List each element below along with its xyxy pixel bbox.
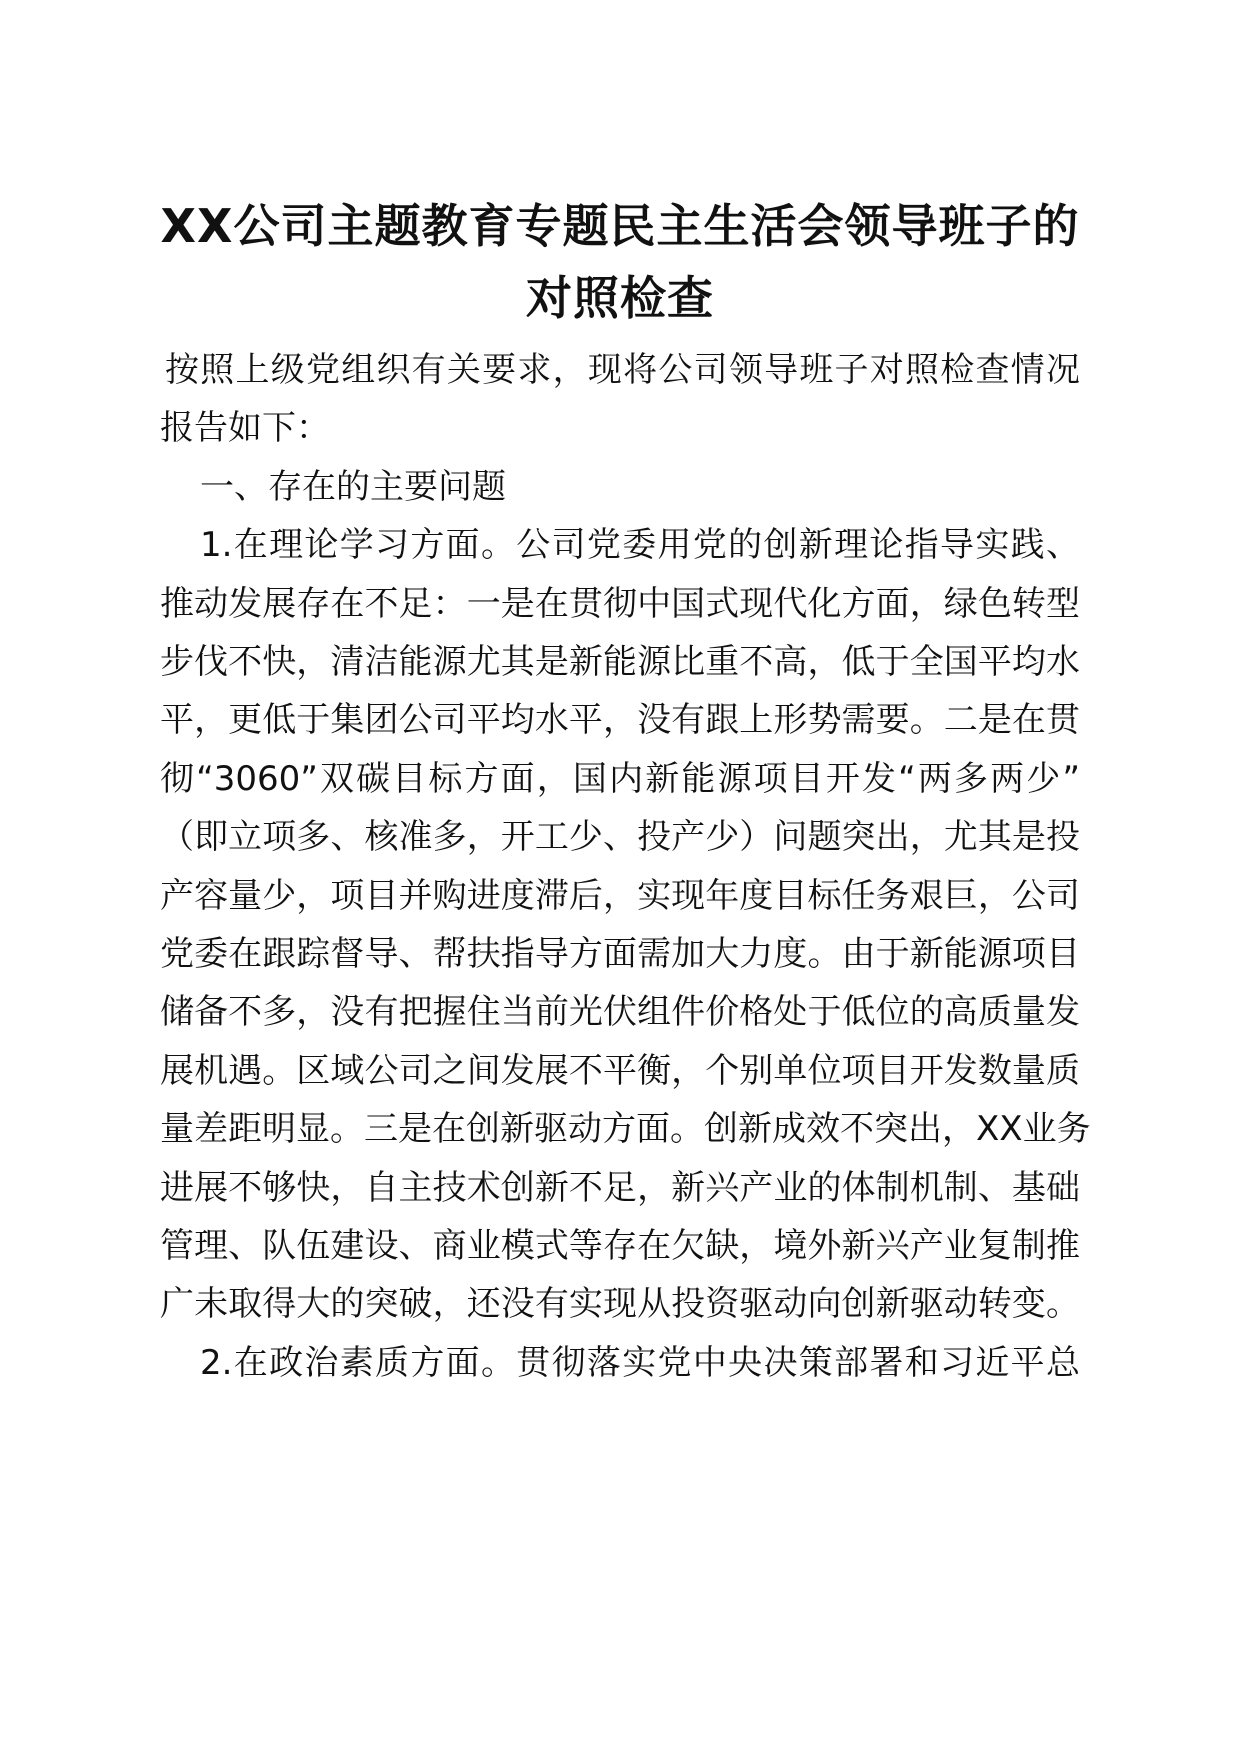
body-line: 推动发展存在不足：一是在贯彻中国式现代化方面，绿色转型 bbox=[160, 584, 1080, 624]
body-line: （即立项多、核准多，开工少、投产少）问题突出，尤其是投 bbox=[160, 817, 1080, 857]
body-line: 量差距明显。三是在创新驱动方面。创新成效不突出，XX业务 bbox=[160, 1109, 1091, 1149]
body-line: 步伐不快，清洁能源尤其是新能源比重不高，低于全国平均水 bbox=[160, 642, 1080, 682]
body-line: 平，更低于集团公司平均水平，没有跟上形势需要。二是在贯 bbox=[160, 700, 1080, 740]
document-title-line-2: 对照检查 bbox=[526, 271, 714, 325]
body-line: 进展不够快，自主技术创新不足，新兴产业的体制机制、基础 bbox=[160, 1168, 1080, 1208]
body-line: 彻“3060”双碳目标方面，国内新能源项目开发“两多两少” bbox=[160, 759, 1080, 799]
body-line: 1.在理论学习方面。公司党委用党的创新理论指导实践、 bbox=[200, 525, 1080, 565]
section-heading: 一、存在的主要问题 bbox=[200, 467, 506, 507]
body-line: 广未取得大的突破，还没有实现从投资驱动向创新驱动转变。 bbox=[160, 1284, 1080, 1324]
body-line: 党委在跟踪督导、帮扶指导方面需加大力度。由于新能源项目 bbox=[160, 934, 1080, 974]
body-line: 展机遇。区域公司之间发展不平衡，个别单位项目开发数量质 bbox=[160, 1051, 1080, 1091]
body-line: 按照上级党组织有关要求，现将公司领导班子对照检查情况 bbox=[165, 350, 1080, 390]
body-line: 储备不多，没有把握住当前光伏组件价格处于低位的高质量发 bbox=[160, 992, 1080, 1032]
body-line: 2.在政治素质方面。贯彻落实党中央决策部署和习近平总 bbox=[200, 1343, 1080, 1383]
document-title-line-1: XX公司主题教育专题民主生活会领导班子的 bbox=[160, 199, 1080, 253]
body-line: 产容量少，项目并购进度滞后，实现年度目标任务艰巨，公司 bbox=[160, 876, 1080, 916]
body-line: 报告如下： bbox=[160, 408, 330, 448]
body-line: 管理、队伍建设、商业模式等存在欠缺，境外新兴产业复制推 bbox=[160, 1226, 1080, 1266]
